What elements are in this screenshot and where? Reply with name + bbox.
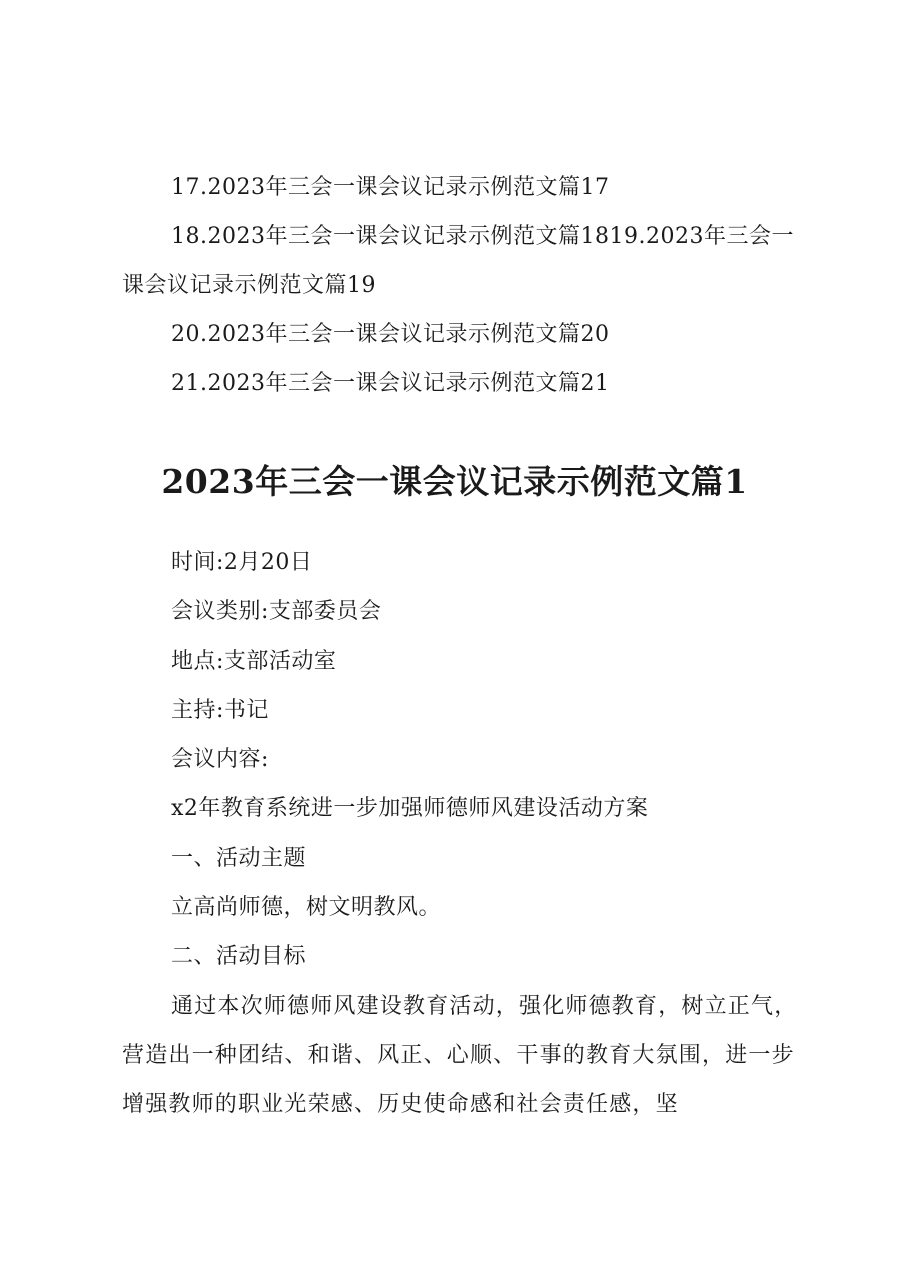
meeting-time: 时间:2月20日 bbox=[171, 550, 313, 575]
meeting-host: 主持:书记 bbox=[171, 697, 269, 723]
heading-activity-theme: 一、活动主题 bbox=[171, 845, 307, 871]
plan-title: x2年教育系统进一步加强师德师风建设活动方案 bbox=[171, 796, 649, 822]
activity-theme-text: 立高尚师德，树文明教风。 bbox=[171, 895, 442, 921]
toc-item-21[interactable]: 21.2023年三会一课会议记录示例范文篇21 bbox=[171, 371, 610, 396]
toc-item-17[interactable]: 17.2023年三会一课会议记录示例范文篇17 bbox=[171, 175, 610, 200]
heading-activity-goal: 二、活动目标 bbox=[171, 944, 307, 970]
activity-goal-text: 通过本次师德师风建设教育活动，强化师德教育，树立正气，营造出一种团结、和谐、风正、心顺、干事的教育大氛围，进一步增强教师的职业光荣感、历史使命感和社会责任感，坚 bbox=[122, 993, 798, 1118]
meeting-content-label: 会议内容: bbox=[171, 747, 269, 773]
toc-item-20[interactable]: 20.2023年三会一课会议记录示例范文篇20 bbox=[171, 322, 610, 347]
toc-item-18-19[interactable]: 18.2023年三会一课会议记录示例范文篇1819.2023年三会一课会议记录示例范文篇19 bbox=[122, 224, 794, 298]
table-of-contents bbox=[122, 163, 798, 408]
meeting-place: 地点:支部活动室 bbox=[171, 648, 337, 674]
section-body bbox=[122, 538, 798, 1130]
section-title: 2023年三会一课会议记录示例范文篇1 bbox=[161, 462, 748, 501]
meeting-category: 会议类别:支部委员会 bbox=[171, 599, 382, 625]
